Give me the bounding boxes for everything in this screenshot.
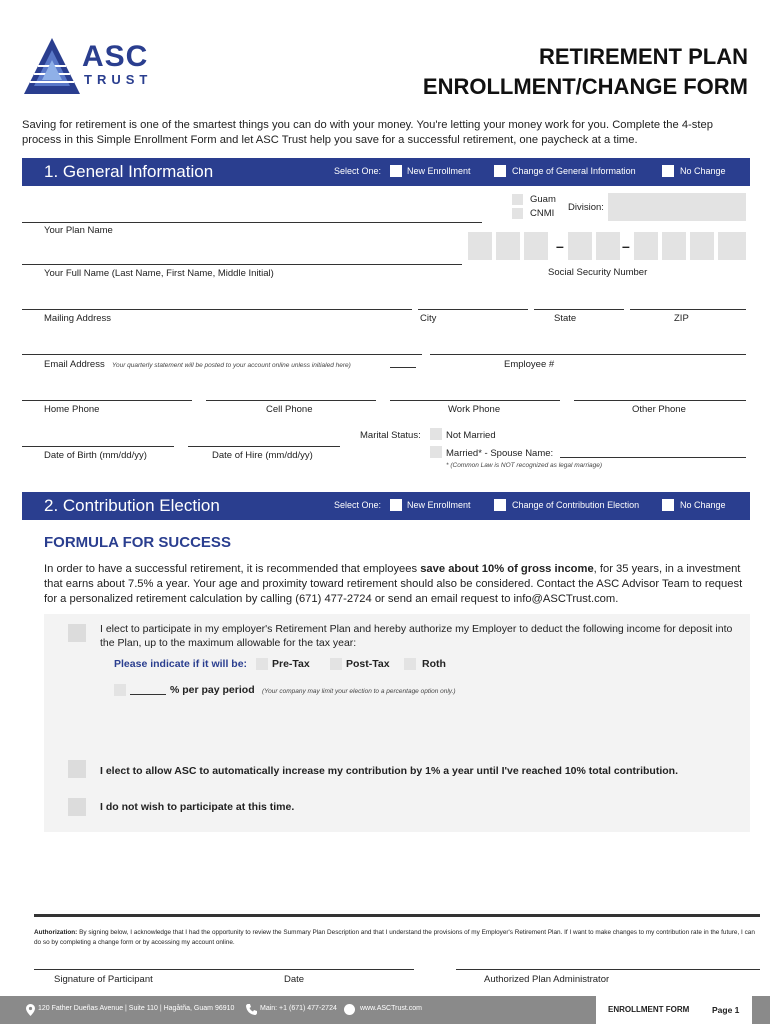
pretax-checkbox[interactable] [256, 658, 268, 670]
no-change-label: No Change [680, 166, 726, 176]
full-name-line[interactable] [22, 264, 462, 265]
cell-phone-line[interactable] [206, 400, 376, 401]
email-note: Your quarterly statement will be posted to your account online unless initialed here) [112, 362, 351, 369]
city-line[interactable] [418, 309, 528, 310]
percent-input-line[interactable] [130, 694, 166, 695]
dob-label: Date of Birth (mm/dd/yy) [44, 450, 147, 461]
no-change-checkbox[interactable] [662, 499, 674, 511]
no-change-label: No Change [680, 500, 726, 510]
percent-label: % per pay period [170, 684, 255, 696]
plan-name-label: Your Plan Name [44, 225, 113, 236]
percent-checkbox[interactable] [114, 684, 126, 696]
elect-participate-text: I elect to participate in my employer's Retirement Plan and hereby authorize my Employer to deduct the following income for deposit into the Plan, up to the maximum allowable for the tax year: [100, 623, 733, 649]
posttax-checkbox[interactable] [330, 658, 342, 670]
intro-paragraph: Saving for retirement is one of the smartest things you can do with your money. You're letting your money work for you. Complete the 4-step process in this Simple Enrollment Form and let ASC Trust help you save for a successful retirement, one paycheck at a time. [22, 119, 713, 146]
married-checkbox[interactable] [430, 446, 442, 458]
signature-label: Signature of Participant [54, 974, 153, 985]
married-note: * (Common Law is NOT recognized as legal marriage) [446, 462, 603, 469]
plan-name-line[interactable] [22, 222, 482, 223]
section-title: 2. Contribution Election [44, 496, 220, 515]
other-phone-line[interactable] [574, 400, 746, 401]
city-label: City [420, 313, 437, 324]
form-title: RETIREMENT PLAN ENROLLMENT/CHANGE FORM [422, 44, 748, 99]
employee-number-label: Employee # [504, 359, 555, 370]
division-input[interactable] [608, 193, 746, 221]
home-phone-label: Home Phone [44, 404, 100, 415]
new-enrollment-label: New Enrollment [407, 500, 471, 510]
globe-icon [344, 1004, 355, 1015]
posttax-label: Post-Tax [346, 658, 390, 670]
doh-line[interactable] [188, 446, 340, 447]
cnmi-checkbox[interactable] [512, 208, 523, 219]
not-married-checkbox[interactable] [430, 428, 442, 440]
signature-line[interactable] [34, 969, 414, 970]
select-one-label: Select One: [334, 500, 382, 510]
footer-address: 120 Father Dueñas Avenue | Suite 110 | Hagåtña, Guam 96910 [38, 1005, 235, 1012]
dob-line[interactable] [22, 446, 174, 447]
change-general-info-label: Change of General Information [512, 166, 636, 176]
percent-note: (Your company may limit your election to a percentage option only.) [262, 688, 456, 695]
doh-label: Date of Hire (mm/dd/yy) [212, 450, 313, 461]
ssn-dash: – [622, 238, 630, 254]
email-label: Email Address [44, 359, 105, 370]
change-contribution-checkbox[interactable] [494, 499, 506, 511]
employee-number-line[interactable] [430, 354, 746, 355]
work-phone-label: Work Phone [448, 404, 501, 415]
page-footer [0, 996, 770, 1024]
change-contribution-label: Change of Contribution Election [512, 500, 640, 510]
marital-status-label: Marital Status: [360, 430, 421, 441]
zip-label: ZIP [674, 313, 689, 324]
logo-word: ASC [82, 40, 149, 73]
logo-sub: TRUST [84, 72, 153, 87]
email-line[interactable] [22, 354, 422, 355]
full-name-label: Your Full Name (Last Name, First Name, Middle Initial) [44, 268, 274, 279]
home-phone-line[interactable] [22, 400, 192, 401]
married-label: Married* - Spouse Name: [446, 448, 554, 459]
elect-participate-checkbox[interactable] [68, 624, 86, 642]
section-title: 1. General Information [44, 162, 214, 181]
roth-checkbox[interactable] [404, 658, 416, 670]
no-participate-checkbox[interactable] [68, 798, 86, 816]
form-label-panel [596, 996, 708, 1024]
no-change-checkbox[interactable] [662, 165, 674, 177]
cnmi-label: CNMI [530, 208, 555, 219]
page-number-panel [708, 996, 752, 1024]
new-enrollment-label: New Enrollment [407, 166, 471, 176]
select-one-label: Select One: [334, 166, 382, 176]
date-label: Date [284, 974, 305, 985]
state-line[interactable] [534, 309, 624, 310]
page-number: Page 1 [712, 1005, 740, 1015]
other-phone-label: Other Phone [632, 404, 686, 415]
division-label: Division: [568, 202, 604, 213]
admin-label: Authorized Plan Administrator [484, 974, 610, 985]
guam-checkbox[interactable] [512, 194, 523, 205]
phone-icon [246, 1004, 257, 1015]
ssn-dash: – [556, 238, 564, 254]
asc-trust-logo-mark [22, 36, 82, 96]
cell-phone-label: Cell Phone [266, 404, 313, 415]
authorization-text: Authorization: By signing below, I acknowledge that I had the opportunity to review the Summary Plan Description and that I understand the provisions of my Employer's Retirement Plan. If I want to make changes to my contribution rate in the future, I can do so by completing a change form or by accessing my account online. [34, 929, 755, 946]
form-label: ENROLLMENT FORM [608, 1005, 690, 1014]
spouse-name-line[interactable] [560, 457, 746, 458]
footer-phone: Main: +1 (671) 477-2724 [260, 1005, 337, 1012]
ssn-input[interactable] [468, 232, 746, 260]
footer-website[interactable]: www.ASCTrust.com [360, 1005, 422, 1012]
pretax-label: Pre-Tax [272, 658, 310, 670]
authorization-divider [34, 914, 760, 917]
email-initial-line[interactable] [390, 367, 416, 368]
roth-label: Roth [422, 658, 446, 670]
please-indicate-label: Please indicate if it will be: [114, 658, 248, 670]
mailing-address-line[interactable] [22, 309, 412, 310]
work-phone-line[interactable] [390, 400, 560, 401]
not-married-label: Not Married [446, 430, 496, 441]
auto-increase-checkbox[interactable] [68, 760, 86, 778]
state-label: State [554, 313, 577, 324]
no-participate-text: I do not wish to participate at this time. [100, 801, 295, 813]
new-enrollment-checkbox[interactable] [390, 165, 402, 177]
admin-signature-line[interactable] [456, 969, 760, 970]
location-pin-icon [26, 1004, 35, 1016]
section-contribution-election-bar [22, 492, 750, 520]
formula-title: FORMULA FOR SUCCESS [44, 534, 231, 551]
new-enrollment-checkbox[interactable] [390, 499, 402, 511]
formula-paragraph: In order to have a successful retirement, it is recommended that employees save about 10% of gross income, for 35 years, in a investment that earns about 7.5% a year. Your age and proximity toward retirement should also be considered. Contact the ASC Advisor Team to request for a personalized retirement calculation by calling (671) 477-2724 or send an email request to info@ASCTrust.com. [44, 563, 743, 605]
auto-increase-text: I elect to allow ASC to automatically increase my contribution by 1% a year until I've reached 10% total contribution. [100, 765, 678, 777]
section-general-information-bar [22, 158, 750, 186]
mailing-address-label: Mailing Address [44, 313, 112, 324]
ssn-label: Social Security Number [548, 267, 648, 278]
guam-label: Guam [530, 194, 556, 205]
change-general-info-checkbox[interactable] [494, 165, 506, 177]
zip-line[interactable] [630, 309, 746, 310]
